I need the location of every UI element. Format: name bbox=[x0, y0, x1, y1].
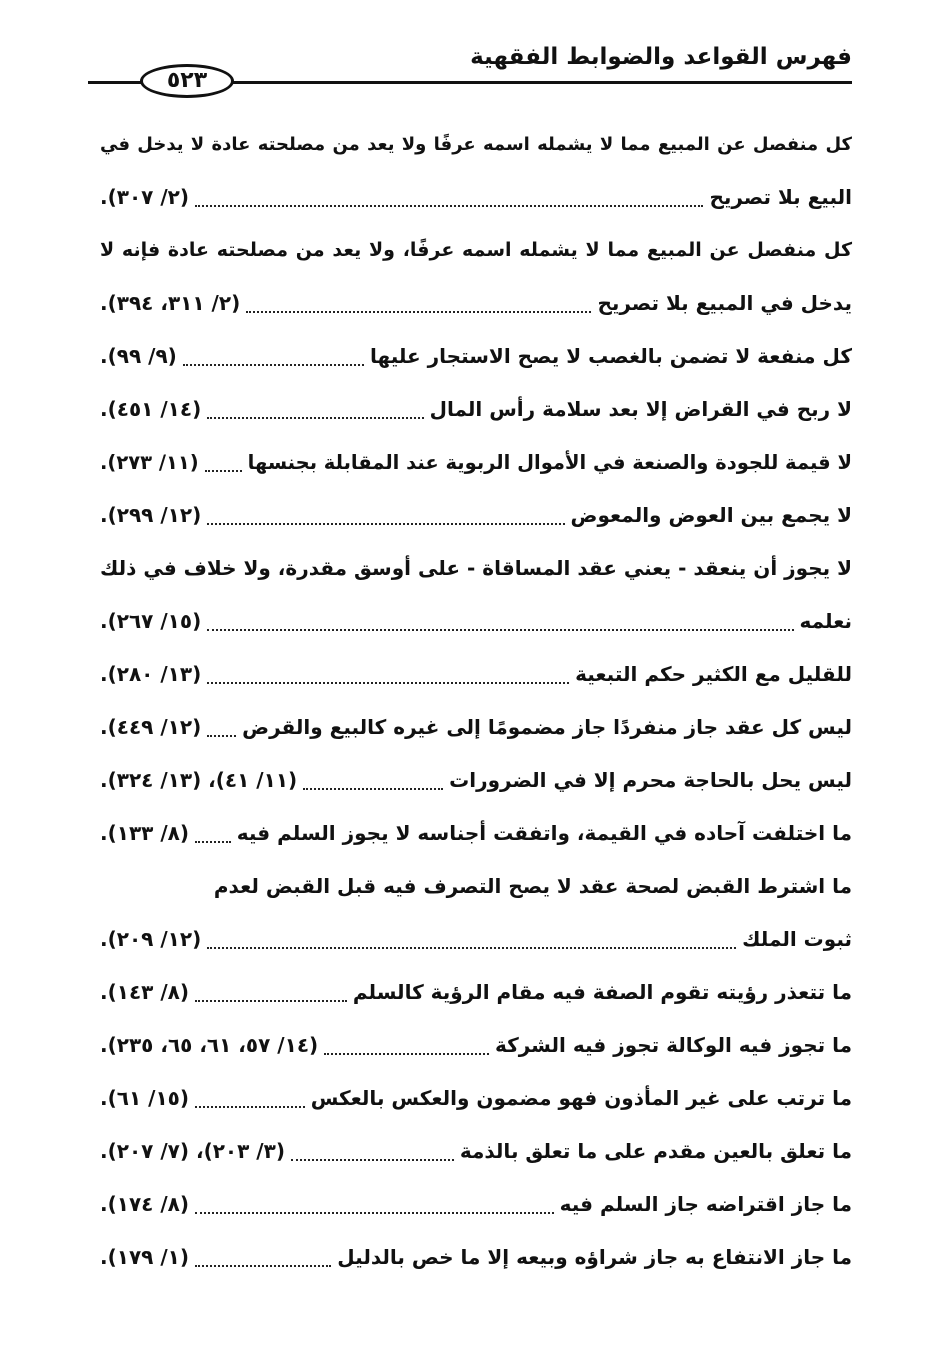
index-entry-line bbox=[100, 383, 852, 436]
entry-text: ليس يحل بالحاجة محرم إلا في الضرورات bbox=[449, 768, 852, 792]
index-entries bbox=[100, 118, 852, 1284]
entry-reference: (١٢/ ٢٩٩). bbox=[100, 503, 202, 527]
entry-reference: (٢/ ٣١١، ٣٩٤). bbox=[100, 291, 241, 315]
dot-leader bbox=[195, 1265, 331, 1267]
entry-row bbox=[100, 436, 852, 489]
entry-row bbox=[100, 171, 852, 224]
page-number-badge: ٥٢٣ bbox=[140, 64, 234, 98]
index-entry-line bbox=[100, 489, 852, 542]
entry-text: نعلمه bbox=[799, 609, 852, 633]
index-entry-line bbox=[100, 754, 852, 807]
dot-leader bbox=[205, 470, 242, 472]
entry-text: ما اشترط القبض لصحة عقد لا يصح التصرف فيه قبل القبض لعدم bbox=[213, 874, 852, 898]
entry-row bbox=[100, 595, 852, 648]
index-entry-line bbox=[100, 542, 852, 595]
entry-row bbox=[100, 489, 852, 542]
index-entry-line bbox=[100, 1019, 852, 1072]
entry-text: لا يجوز أن ينعقد - يعني عقد المساقاة - على أوسق مقدرة، ولا خلاف في ذلك bbox=[100, 556, 852, 580]
entry-text: ثبوت الملك bbox=[742, 927, 852, 951]
index-entry-line bbox=[100, 1178, 852, 1231]
dot-leader bbox=[195, 1106, 305, 1108]
entry-reference: (٨/ ١٤٣). bbox=[100, 980, 190, 1004]
entry-text: للقليل مع الكثير حكم التبعية bbox=[575, 662, 852, 686]
index-entry-line bbox=[100, 966, 852, 1019]
dot-leader bbox=[324, 1053, 489, 1055]
entry-reference: (١٢/ ٤٤٩). bbox=[100, 715, 202, 739]
entry-reference: (٨/ ١٧٤). bbox=[100, 1192, 190, 1216]
entry-text: ليس كل عقد جاز منفردًا جاز مضمومًا إلى غيره كالبيع والقرض bbox=[242, 715, 852, 739]
index-entry-line bbox=[100, 118, 852, 171]
entry-reference: (١٥/ ٦١). bbox=[100, 1086, 190, 1110]
entry-row bbox=[100, 383, 852, 436]
index-entry-line bbox=[100, 436, 852, 489]
entry-row bbox=[100, 701, 852, 754]
entry-text: ما جاز اقتراضه جاز السلم فيه bbox=[559, 1192, 852, 1216]
dot-leader bbox=[195, 841, 231, 843]
index-entry-line bbox=[100, 1072, 852, 1125]
entry-row bbox=[100, 966, 852, 1019]
entry-text: كل منفصل عن المبيع مما لا يشمله اسمه عرفًا ولا يعد من مصلحته عادة لا يدخل في bbox=[100, 134, 852, 155]
index-entry-line bbox=[100, 1231, 852, 1284]
entry-text: ما ترتب على غير المأذون فهو مضمون والعكس بالعكس bbox=[310, 1086, 852, 1110]
dot-leader bbox=[207, 947, 736, 949]
entry-row bbox=[100, 807, 852, 860]
entry-reference: (١٢/ ٢٠٩). bbox=[100, 927, 202, 951]
dot-leader bbox=[195, 1212, 554, 1214]
index-entry-line bbox=[100, 595, 852, 648]
dot-leader bbox=[207, 682, 569, 684]
entry-row bbox=[100, 754, 852, 807]
dot-leader bbox=[207, 523, 564, 525]
index-entry-line bbox=[100, 860, 852, 913]
entry-text: ما جاز الانتفاع به جاز شراؤه وبيعه إلا ما خص بالدليل bbox=[337, 1245, 852, 1269]
dot-leader bbox=[207, 417, 423, 419]
entry-reference: (١/ ١٧٩). bbox=[100, 1245, 190, 1269]
entry-reference: (١١/ ٢٧٣). bbox=[100, 451, 199, 474]
dot-leader bbox=[303, 788, 443, 790]
entry-text: كل منفعة لا تضمن بالغصب لا يصح الاستجار عليها bbox=[369, 344, 852, 368]
entry-text: كل منفصل عن المبيع مما لا يشمله اسمه عرفًا، ولا يعد من مصلحته عادة فإنه لا bbox=[100, 239, 852, 261]
entry-row bbox=[100, 1178, 852, 1231]
entry-reference: (١٤/ ٤٥١). bbox=[100, 397, 202, 421]
entry-row bbox=[100, 913, 852, 966]
entry-row bbox=[100, 648, 852, 701]
index-entry-line bbox=[100, 1125, 852, 1178]
dot-leader bbox=[207, 735, 236, 737]
dot-leader bbox=[207, 629, 793, 631]
entry-text: ما اختلفت آحاده في القيمة، واتفقت أجناسه لا يجوز السلم فيه bbox=[236, 821, 852, 845]
entry-row bbox=[100, 1019, 852, 1072]
entry-text: لا يجمع بين العوض والمعوض bbox=[570, 503, 852, 527]
index-entry-line bbox=[100, 277, 852, 330]
index-entry-line bbox=[100, 701, 852, 754]
entry-reference: (١٣/ ٢٨٠). bbox=[100, 662, 202, 686]
index-entry-line bbox=[100, 224, 852, 277]
entry-row bbox=[100, 330, 852, 383]
dot-leader bbox=[246, 311, 591, 313]
entry-row bbox=[100, 277, 852, 330]
entry-row bbox=[100, 1072, 852, 1125]
entry-text: لا ربح في القراض إلا بعد سلامة رأس المال bbox=[429, 397, 852, 421]
header-title: فهرس القواعد والضوابط الفقهية bbox=[470, 44, 852, 70]
dot-leader bbox=[183, 364, 364, 366]
dot-leader bbox=[291, 1159, 454, 1161]
dot-leader bbox=[195, 1000, 347, 1002]
entry-reference: (٣/ ٢٠٣)، (٧/ ٢٠٧). bbox=[100, 1139, 285, 1163]
entry-reference: (١٤/ ٥٧، ٦١، ٦٥، ٢٣٥). bbox=[100, 1033, 319, 1057]
dot-leader bbox=[195, 205, 703, 207]
entry-text: لا قيمة للجودة والصنعة في الأموال الربوية عند المقابلة بجنسها bbox=[247, 451, 852, 474]
entry-text: البيع بلا تصريح bbox=[709, 185, 852, 209]
entry-text: ما تعلق بالعين مقدم على ما تعلق بالذمة bbox=[459, 1139, 852, 1163]
entry-row bbox=[100, 1231, 852, 1284]
entry-row bbox=[100, 1125, 852, 1178]
page-header bbox=[88, 40, 852, 100]
entry-text: ما تجوز فيه الوكالة تجوز فيه الشركة bbox=[494, 1033, 852, 1057]
index-entry-line bbox=[100, 913, 852, 966]
entry-reference: (٨/ ١٣٣). bbox=[100, 821, 190, 845]
entry-reference: (١٥/ ٢٦٧). bbox=[100, 609, 202, 633]
entry-reference: (١١/ ٤١)، (١٣/ ٣٢٤). bbox=[100, 768, 298, 792]
index-entry-line bbox=[100, 648, 852, 701]
entry-reference: (٢/ ٣٠٧). bbox=[100, 185, 190, 209]
index-entry-line bbox=[100, 171, 852, 224]
index-entry-line bbox=[100, 330, 852, 383]
entry-reference: (٩/ ٩٩). bbox=[100, 344, 177, 368]
index-entry-line bbox=[100, 807, 852, 860]
entry-text: ما تتعذر رؤيته تقوم الصفة فيه مقام الرؤية كالسلم bbox=[352, 980, 852, 1004]
entry-text: يدخل في المبيع بلا تصريح bbox=[597, 291, 852, 315]
